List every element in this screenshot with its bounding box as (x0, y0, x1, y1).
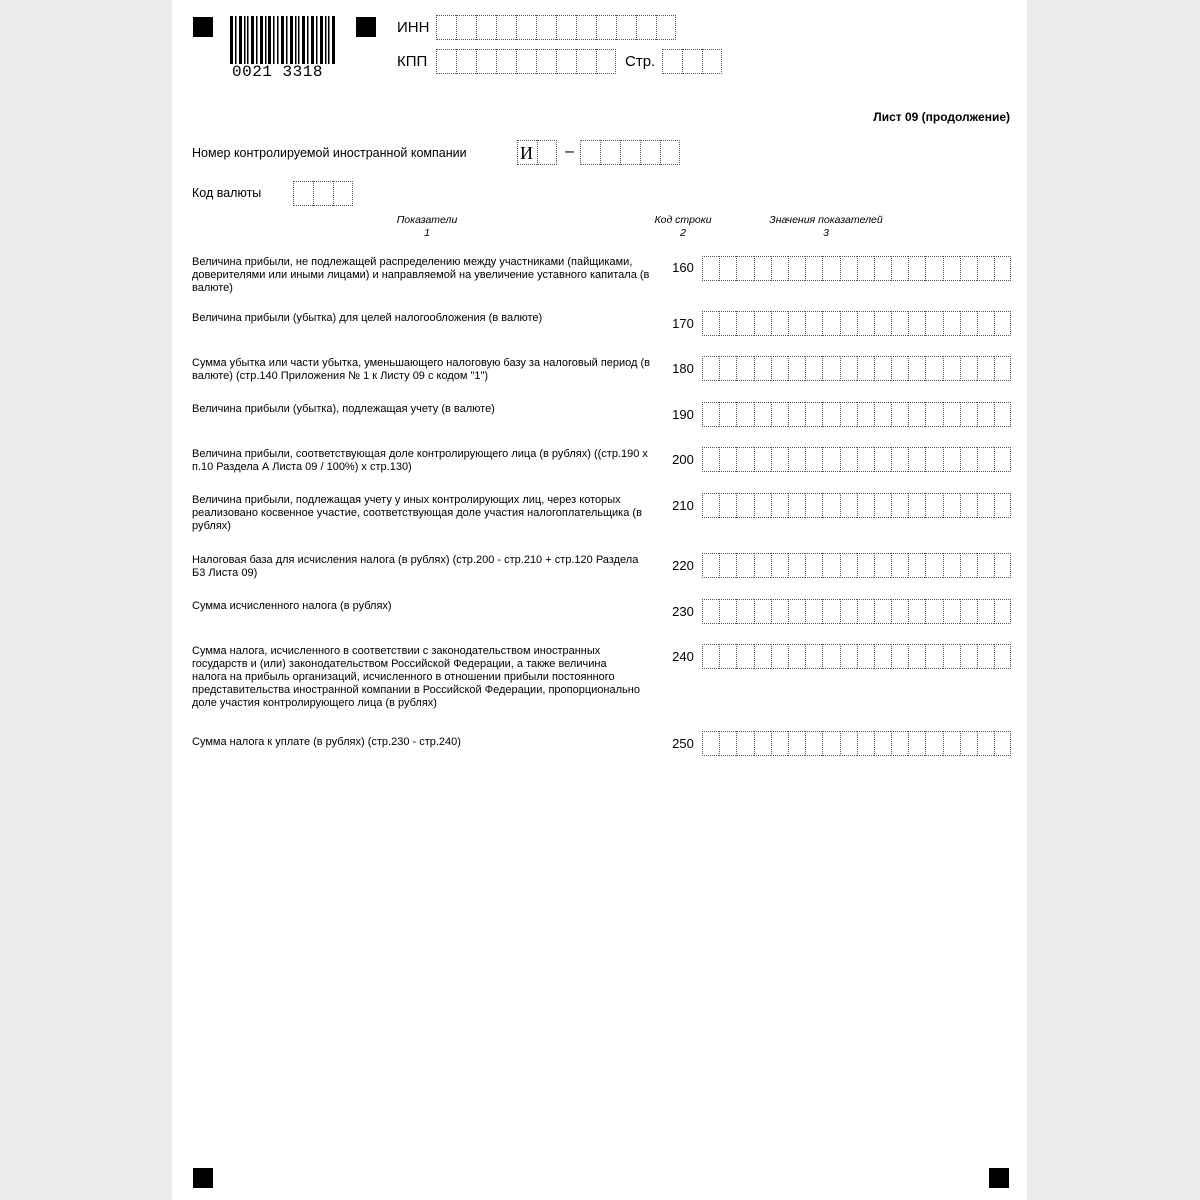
row-label: Величина прибыли, подлежащая учету у иных контролирующих лиц, через которых реализовано косвенное участие, соответствующая доле участия налогоплательщика (в рублях) (192, 494, 642, 532)
row-label: Сумма исчисленного налога (в рублях) (192, 600, 392, 612)
row-code: 180 (672, 361, 694, 376)
inn-label: ИНН (397, 19, 430, 36)
row-value-field[interactable] (702, 356, 1011, 381)
bottom-left-marker (193, 1168, 213, 1188)
row-label: Величина прибыли, не подлежащей распределению между участниками (пайщиками, доверителями или иными лицами) и направляемой на увеличение уставного капитала (в валюте) (192, 256, 650, 294)
row-label: Величина прибыли, соответствующая доле контролирующего лица (в рублях) ((стр.190 х п.10 Раздела А Листа 09 / 100%) х стр.130) (192, 448, 648, 473)
top-left-marker (193, 17, 213, 37)
row-code: 230 (672, 604, 694, 619)
row-code: 250 (672, 736, 694, 751)
row-value-field[interactable] (702, 599, 1011, 624)
row-label: Налоговая база для исчисления налога (в рублях) (стр.200 - стр.210 + стр.120 Раздела Б3 Листа 09) (192, 554, 639, 579)
row-code: 170 (672, 316, 694, 331)
col2-header: Код строки 2 (654, 214, 712, 239)
row-code: 160 (672, 260, 694, 275)
col3-header: Значения показателей 3 (769, 214, 883, 239)
sheet-title: Лист 09 (продолжение) (873, 110, 1010, 124)
row-value-field[interactable] (702, 731, 1011, 756)
row-value-field[interactable] (702, 311, 1011, 336)
row-label: Величина прибыли (убытка) для целей налогообложения (в валюте) (192, 312, 543, 324)
company-number-field[interactable] (580, 140, 680, 165)
col1-header: Показатели 1 (396, 214, 458, 239)
row-label: Сумма убытка или части убытка, уменьшающего налоговую базу за налоговый период (в валюте) (стр.140 Приложения № 1 к Листу 09 с кодом "1") (192, 357, 651, 382)
kpp-label: КПП (397, 53, 428, 70)
row-label: Величина прибыли (убытка), подлежащая учету (в валюте) (192, 403, 495, 415)
row-value-field[interactable] (702, 644, 1011, 669)
page-number-field[interactable] (662, 49, 722, 74)
row-value-field[interactable] (702, 402, 1011, 427)
row-value-field[interactable] (702, 553, 1011, 578)
inn-field[interactable] (436, 15, 676, 40)
barcode-image (230, 16, 338, 68)
row-value-field[interactable] (702, 447, 1011, 472)
barcode-number: 0021 3318 (232, 63, 323, 81)
currency-code-label: Код валюты (192, 186, 262, 200)
company-prefix-char: И (520, 143, 533, 163)
kpp-field[interactable] (436, 49, 616, 74)
row-value-field[interactable] (702, 256, 1011, 281)
row-label: Сумма налога, исчисленного в соответствии с законодательством иностранных государств и (или) законодательством Российской Федерации, а также величина налога на прибыль организаций, исчисленного в отношении прибыли постоянного представительства иностранной компании в Российской Федерации, пропорционально доле участия контролирующего лица (в рублях) (192, 645, 640, 709)
currency-code-field[interactable] (293, 181, 353, 206)
row-code: 240 (672, 649, 694, 664)
row-label: Сумма налога к уплате (в рублях) (стр.230 - стр.240) (192, 736, 461, 748)
company-number-label: Номер контролируемой иностранной компании (192, 146, 467, 160)
top-right-marker (356, 17, 376, 37)
row-code: 200 (672, 452, 694, 467)
company-number-separator: – (565, 143, 574, 160)
row-code: 210 (672, 498, 694, 513)
row-value-field[interactable] (702, 493, 1011, 518)
page-label: Стр. (625, 53, 656, 70)
bottom-right-marker (989, 1168, 1009, 1188)
row-code: 190 (672, 407, 694, 422)
row-code: 220 (672, 558, 694, 573)
